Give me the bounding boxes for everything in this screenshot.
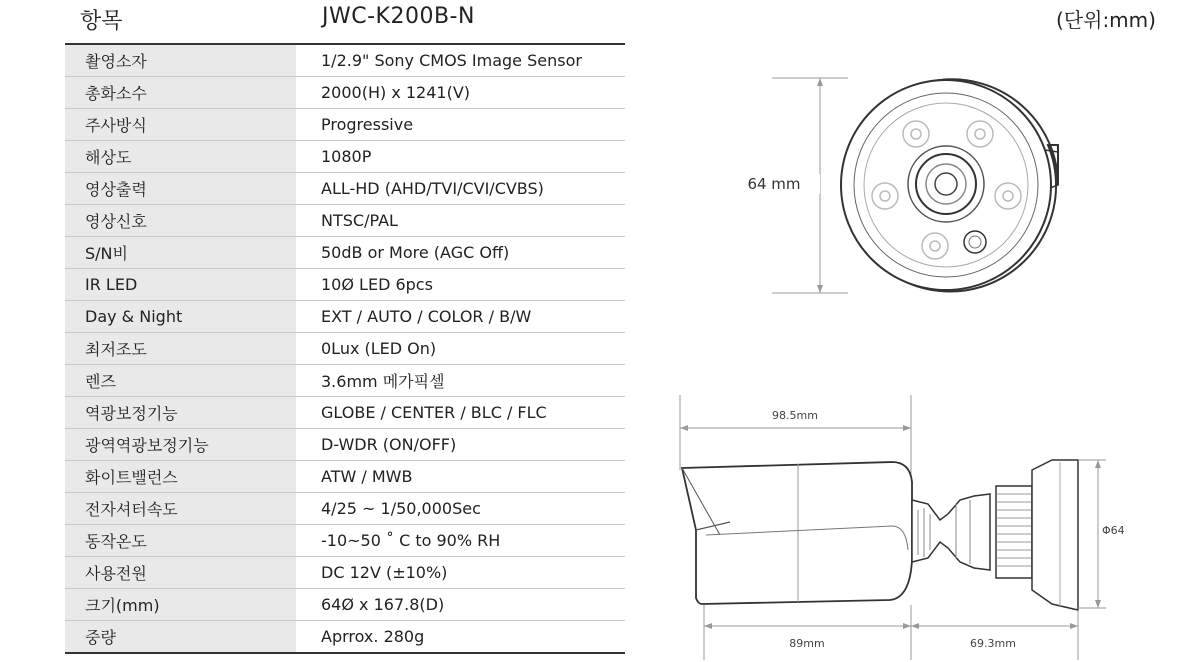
spec-value: ALL-HD (AHD/TVI/CVI/CVBS) bbox=[296, 173, 625, 205]
spec-row bbox=[65, 77, 625, 109]
spec-key: 영상신호 bbox=[65, 205, 296, 237]
spec-key: 사용전원 bbox=[65, 557, 296, 589]
spec-value: GLOBE / CENTER / BLC / FLC bbox=[296, 397, 625, 429]
spec-key: 주사방식 bbox=[65, 109, 296, 141]
model-name: JWC-K200B-N bbox=[322, 4, 475, 29]
spec-row bbox=[65, 461, 625, 493]
spec-key: 영상출력 bbox=[65, 173, 296, 205]
spec-key: 해상도 bbox=[65, 141, 296, 173]
spec-row bbox=[65, 621, 625, 654]
unit-label: (단위:mm) bbox=[1056, 8, 1156, 32]
spec-row bbox=[65, 365, 625, 397]
spec-value: Progressive bbox=[296, 109, 625, 141]
spec-value: 1/2.9" Sony CMOS Image Sensor bbox=[296, 44, 625, 77]
spec-key: 촬영소자 bbox=[65, 44, 296, 77]
side-view-diagram bbox=[660, 390, 1200, 662]
spec-key: 렌즈 bbox=[65, 365, 296, 397]
header-item-label: 항목 bbox=[80, 9, 123, 34]
body-length-label: 89mm bbox=[789, 637, 825, 650]
spec-value: NTSC/PAL bbox=[296, 205, 625, 237]
spec-row bbox=[65, 525, 625, 557]
spec-value: 1080P bbox=[296, 141, 625, 173]
spec-table bbox=[65, 43, 625, 654]
mount-diameter-label: Φ64 bbox=[1102, 524, 1125, 537]
spec-key: 총화소수 bbox=[65, 77, 296, 109]
spec-value: 3.6mm 메가픽셀 bbox=[296, 365, 625, 397]
spec-key: 동작온도 bbox=[65, 525, 296, 557]
spec-row bbox=[65, 109, 625, 141]
spec-key: 크기(mm) bbox=[65, 589, 296, 621]
spec-row bbox=[65, 589, 625, 621]
spec-value: 10Ø LED 6pcs bbox=[296, 269, 625, 301]
spec-row bbox=[65, 429, 625, 461]
spec-value: 2000(H) x 1241(V) bbox=[296, 77, 625, 109]
spec-value: 50dB or More (AGC Off) bbox=[296, 237, 625, 269]
spec-row bbox=[65, 237, 625, 269]
spec-key: 중량 bbox=[65, 621, 296, 654]
spec-row bbox=[65, 141, 625, 173]
spec-row bbox=[65, 301, 625, 333]
spec-key: S/N비 bbox=[65, 237, 296, 269]
front-height-label: 64 mm bbox=[747, 175, 801, 193]
spec-key: 역광보정기능 bbox=[65, 397, 296, 429]
spec-value: DC 12V (±10%) bbox=[296, 557, 625, 589]
spec-row bbox=[65, 173, 625, 205]
spec-row bbox=[65, 557, 625, 589]
spec-value: 0Lux (LED On) bbox=[296, 333, 625, 365]
spec-value: 4/25 ~ 1/50,000Sec bbox=[296, 493, 625, 525]
spec-row bbox=[65, 397, 625, 429]
spec-value: D-WDR (ON/OFF) bbox=[296, 429, 625, 461]
front-view-diagram bbox=[730, 60, 1090, 310]
spec-key: 화이트밸런스 bbox=[65, 461, 296, 493]
spec-value: ATW / MWB bbox=[296, 461, 625, 493]
spec-value: Aprrox. 280g bbox=[321, 627, 425, 646]
bracket-length-label: 69.3mm bbox=[970, 637, 1016, 650]
spec-value: EXT / AUTO / COLOR / B/W bbox=[296, 301, 625, 333]
spec-value: 64Ø x 167.8(D) bbox=[296, 589, 625, 621]
spec-key: 최저조도 bbox=[65, 333, 296, 365]
spec-key: IR LED bbox=[65, 269, 296, 301]
spec-row bbox=[65, 333, 625, 365]
spec-row bbox=[65, 205, 625, 237]
spec-key: 전자셔터속도 bbox=[65, 493, 296, 525]
spec-row bbox=[65, 493, 625, 525]
spec-row bbox=[65, 44, 625, 77]
spec-row bbox=[65, 269, 625, 301]
spec-key: 광역역광보정기능 bbox=[65, 429, 296, 461]
spec-value: -10~50 ˚ C to 90% RH bbox=[296, 525, 625, 557]
spec-key: Day & Night bbox=[65, 301, 296, 333]
total-length-label: 98.5mm bbox=[772, 409, 818, 422]
